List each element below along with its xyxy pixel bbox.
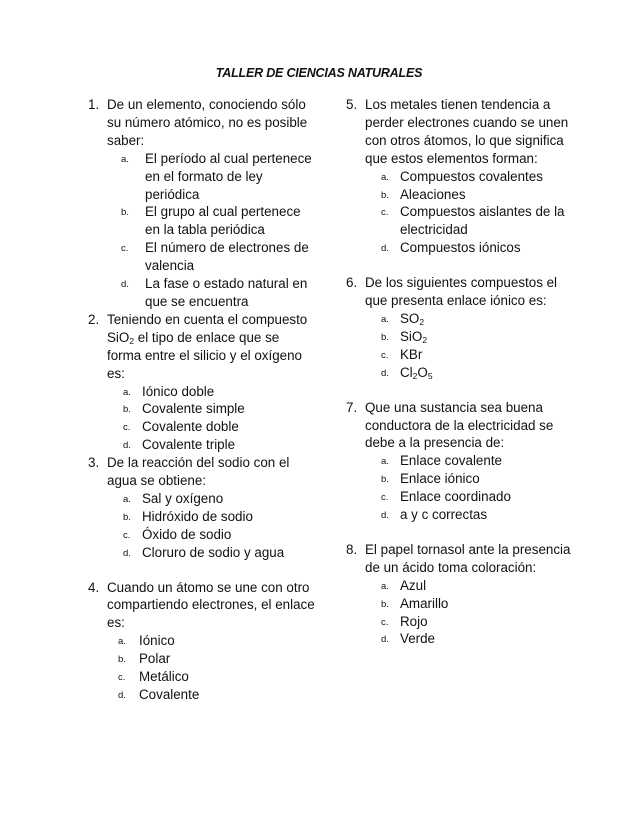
option-d — [381, 364, 582, 382]
option-letter: b. — [381, 598, 389, 610]
formula: SO — [400, 310, 420, 326]
question-text — [107, 311, 316, 383]
option-letter: a. — [381, 580, 389, 592]
option-text: Compuestos covalentes — [400, 168, 543, 184]
question-3 — [88, 454, 316, 490]
option-text: Enlace iónico — [400, 471, 480, 487]
option-b — [121, 203, 316, 239]
options-7 — [346, 452, 582, 524]
spacer — [88, 562, 316, 579]
option-letter: c. — [123, 422, 131, 434]
subscript: 2 — [419, 316, 425, 327]
option-a — [381, 452, 582, 470]
question-text-part: Teniendo en cuenta el compuesto SiO — [107, 311, 308, 345]
spacer — [346, 524, 582, 541]
option-letter: b. — [381, 474, 389, 486]
question-text: Los metales tienen tendencia a perder electrones cuando se unen con otros átomos, lo que significa que estos elementos forman: — [365, 97, 569, 166]
option-a — [123, 383, 316, 401]
right-column — [346, 96, 582, 648]
option-text: Hidróxido de sodio — [142, 508, 253, 524]
options-2 — [88, 383, 316, 455]
option-letter: c. — [123, 529, 131, 541]
option-letter: d. — [381, 243, 389, 255]
option-letter: d. — [123, 547, 131, 559]
option-text: Covalente triple — [142, 437, 236, 453]
option-text: Sal y oxígeno — [142, 490, 224, 506]
option-letter: c. — [381, 616, 389, 628]
option-d — [381, 630, 582, 648]
option-text: Compuestos aislantes de la electricidad — [400, 204, 565, 238]
option-letter: a. — [118, 636, 126, 648]
option-c — [123, 526, 316, 544]
question-number: 2. — [88, 311, 100, 327]
option-text: Iónico doble — [142, 383, 215, 399]
option-a — [381, 310, 582, 328]
question-number: 6. — [346, 275, 358, 291]
option-a — [118, 632, 316, 650]
option-b — [381, 186, 582, 204]
option-text: Covalente doble — [142, 419, 239, 435]
option-b — [123, 508, 316, 526]
option-text: Enlace covalente — [400, 453, 502, 469]
option-letter: c. — [118, 672, 126, 684]
option-a — [381, 168, 582, 186]
question-1 — [88, 96, 316, 150]
option-text: Aleaciones — [400, 186, 466, 202]
option-letter: a. — [381, 456, 389, 468]
option-text: Covalente simple — [142, 401, 245, 417]
formula: KBr — [400, 346, 423, 362]
option-letter: c. — [381, 492, 389, 504]
option-letter: c. — [381, 349, 389, 361]
options-1 — [88, 150, 316, 311]
subscript: 5 — [427, 370, 433, 381]
options-4 — [88, 632, 316, 704]
options-8 — [346, 577, 582, 649]
option-a — [381, 577, 582, 595]
question-text-part: el tipo de enlace que se forma entre el silicio y el oxígeno es: — [107, 329, 303, 381]
option-letter: b. — [123, 404, 131, 416]
option-c — [381, 203, 582, 239]
option-text: La fase o estado natural en que se encuentra — [145, 276, 308, 309]
option-letter: a. — [121, 153, 129, 165]
option-text: Enlace coordinado — [400, 489, 511, 505]
option-letter: b. — [121, 207, 129, 219]
option-c — [118, 668, 316, 686]
option-d — [381, 239, 582, 257]
option-text: Polar — [139, 651, 171, 667]
formula: O — [417, 364, 428, 380]
option-text: Iónico — [139, 633, 175, 649]
option-text: Compuestos iónicos — [400, 240, 521, 256]
option-a — [123, 490, 316, 508]
option-letter: c. — [121, 243, 129, 255]
question-text: De un elemento, conociendo sólo su número atómico, no es posible saber: — [107, 97, 308, 148]
option-letter: d. — [381, 634, 389, 646]
option-letter: a. — [381, 171, 389, 183]
option-letter: c. — [381, 207, 389, 219]
option-letter: d. — [121, 279, 129, 291]
option-letter: d. — [381, 367, 389, 379]
option-d — [381, 506, 582, 524]
question-text: El papel tornasol ante la presencia de un ácido toma coloración: — [365, 541, 571, 575]
option-b — [381, 470, 582, 488]
option-c — [381, 488, 582, 506]
option-text: Cloruro de sodio y agua — [142, 544, 285, 560]
spacer — [346, 257, 582, 274]
document-title: TALLER DE CIENCIAS NATURALES — [215, 66, 423, 80]
option-letter: d. — [123, 440, 131, 452]
question-text: De la reacción del sodio con el agua se obtiene: — [107, 455, 290, 489]
option-text: Óxido de sodio — [142, 526, 232, 542]
subscript: 2 — [412, 370, 418, 381]
question-text: Cuando un átomo se une con otro compartiendo electrones, el enlace es: — [107, 579, 315, 631]
question-number: 8. — [346, 541, 358, 557]
option-c — [121, 239, 316, 275]
option-letter: a. — [123, 493, 131, 505]
option-letter: d. — [118, 690, 126, 701]
options-3 — [88, 490, 316, 562]
option-text: Verde — [400, 631, 435, 647]
options-5 — [346, 168, 582, 258]
subscript: 2 — [129, 335, 135, 346]
option-c — [381, 346, 582, 364]
formula: Cl — [400, 364, 413, 380]
question-7 — [346, 399, 582, 453]
option-letter: a. — [123, 386, 131, 398]
option-text: El grupo al cual pertenece en la tabla periódica — [145, 204, 301, 238]
option-text: a y c correctas — [400, 507, 488, 523]
question-5 — [346, 96, 582, 168]
option-d — [121, 275, 316, 311]
question-text: De los siguientes compuestos el que presenta enlace iónico es: — [365, 275, 558, 309]
option-text: Metálico — [139, 669, 189, 685]
option-b — [118, 650, 316, 668]
option-letter: d. — [381, 510, 389, 522]
option-b — [381, 328, 582, 346]
subscript: 2 — [422, 334, 428, 345]
question-4 — [88, 579, 316, 633]
option-letter: b. — [381, 189, 389, 201]
option-letter: b. — [381, 331, 389, 343]
question-text: Que una sustancia sea buena conductora de la electricidad se debe a la presencia de: — [365, 399, 554, 451]
option-d — [118, 686, 316, 704]
question-number: 5. — [346, 97, 358, 112]
question-number: 4. — [88, 579, 100, 595]
question-number: 3. — [88, 455, 100, 471]
question-8 — [346, 541, 582, 577]
option-c — [123, 418, 316, 436]
option-letter: a. — [381, 313, 389, 325]
option-text: El período al cual pertenece en el formato de ley periódica — [145, 150, 312, 202]
option-text: Covalente — [139, 687, 200, 702]
left-column — [88, 96, 316, 704]
question-number: 7. — [346, 399, 358, 415]
option-b — [123, 400, 316, 418]
spacer — [346, 382, 582, 399]
option-a — [121, 150, 316, 204]
option-text: Azul — [400, 577, 427, 593]
option-d — [123, 436, 316, 454]
question-number: 1. — [88, 97, 100, 112]
question-6 — [346, 274, 582, 310]
option-letter: b. — [123, 511, 131, 523]
option-text: Rojo — [400, 613, 428, 629]
option-text: El número de electrones de valencia — [145, 240, 309, 274]
formula: SiO — [400, 328, 423, 344]
option-b — [381, 595, 582, 613]
option-letter: b. — [118, 654, 126, 666]
question-2 — [88, 311, 316, 383]
options-6 — [346, 310, 582, 382]
option-c — [381, 613, 582, 631]
option-d — [123, 544, 316, 562]
option-text: Amarillo — [400, 595, 449, 611]
